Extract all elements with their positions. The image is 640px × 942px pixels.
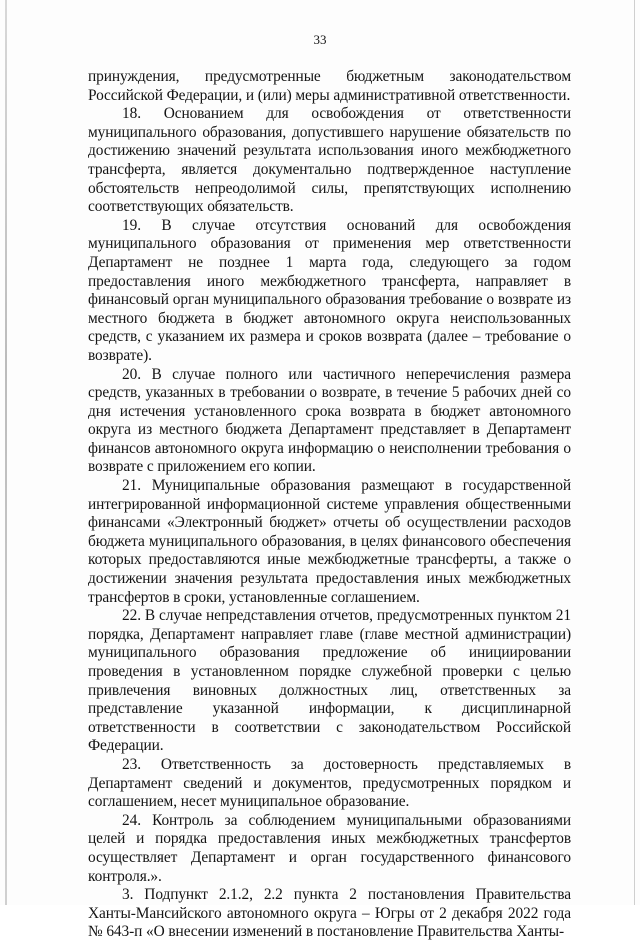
scan-edge-right [634, 0, 635, 905]
page-number: 33 [313, 32, 327, 47]
paragraph-item-23: 23. Ответственность за достоверность представляемых в Департамент сведений и документов, предусмотренных порядком и соглашением, несет муниципальное образование. [88, 755, 571, 811]
paragraph-item-19: 19. В случае отсутствия оснований для освобождения муниципального образования от применения мер ответственности Департамент не позднее 1 марта года, следующего за годом предоставления иного межбюджетного трансферта, направляет в финансовый орган муниципального образования требование о возврате из местного бюджета в бюджет автономного округа неиспользованных средств, с указанием их размера и сроков возврата (далее – требование о возврате). [88, 216, 571, 364]
scan-edge-left [5, 0, 7, 905]
paragraph-section-3: 3. Подпункт 2.1.2, 2.2 пункта 2 постановления Правительства Ханты-Мансийского автономного округа – Югры от 2 декабря 2022 года № 643-п «О внесении изменений в постановление Правительства Ханты- [88, 886, 571, 941]
paragraph-continuation: принуждения, предусмотренные бюджетным законодательством Российской Федерации, и (или) меры административной ответственности. [88, 68, 571, 104]
paragraph-item-21: 21. Муниципальные образования размещают в государственной интегрированной информационной системе управления общественными финансами «Электронный бюджет» отчеты об осуществлении расходов бюджета муниципального образования, в целях финансового обеспечения которых предоставляются иные межбюджетные трансферты, а также о достижении значения результата предоставления иных межбюджетных трансфертов в сроки, установленные соглашением. [88, 477, 571, 606]
paragraph-item-24: 24. Контроль за соблюдением муниципальными образованиями целей и порядка предоставления иных межбюджетных трансфертов осуществляет Департамент и орган государственного финансового контроля.». [88, 811, 571, 885]
paragraph-item-20: 20. В случае полного или частичного неперечисления размера средств, указанных в требовании о возврате, в течение 5 рабочих дней со дня истечения установленного срока возврата в бюджет автономного округа из местного бюджета Департамент представляет в Департамент финансов автономного округа информацию о неисполнении требования о возврате с приложением его копии. [88, 365, 571, 476]
document-body [88, 68, 571, 942]
paragraph-item-22: 22. В случае непредставления отчетов, предусмотренных пунктом 21 порядка, Департамент направляет главе (главе местной администрации) муниципального образования предложение об инициировании проведения в установленном порядке служебной проверки с целью привлечения виновных должностных лиц, ответственных за представление указанной информации, к дисциплинарной ответственности в соответствии с законодательством Российской Федерации. [88, 607, 571, 755]
paragraph-item-18: 18. Основанием для освобождения от ответственности муниципального образования, допустившего нарушение обязательств по достижению значений результата использования иного межбюджетного трансферта, является документально подтвержденное наступление обстоятельств непреодолимой силы, препятствующих исполнению соответствующих обязательств. [88, 105, 571, 216]
